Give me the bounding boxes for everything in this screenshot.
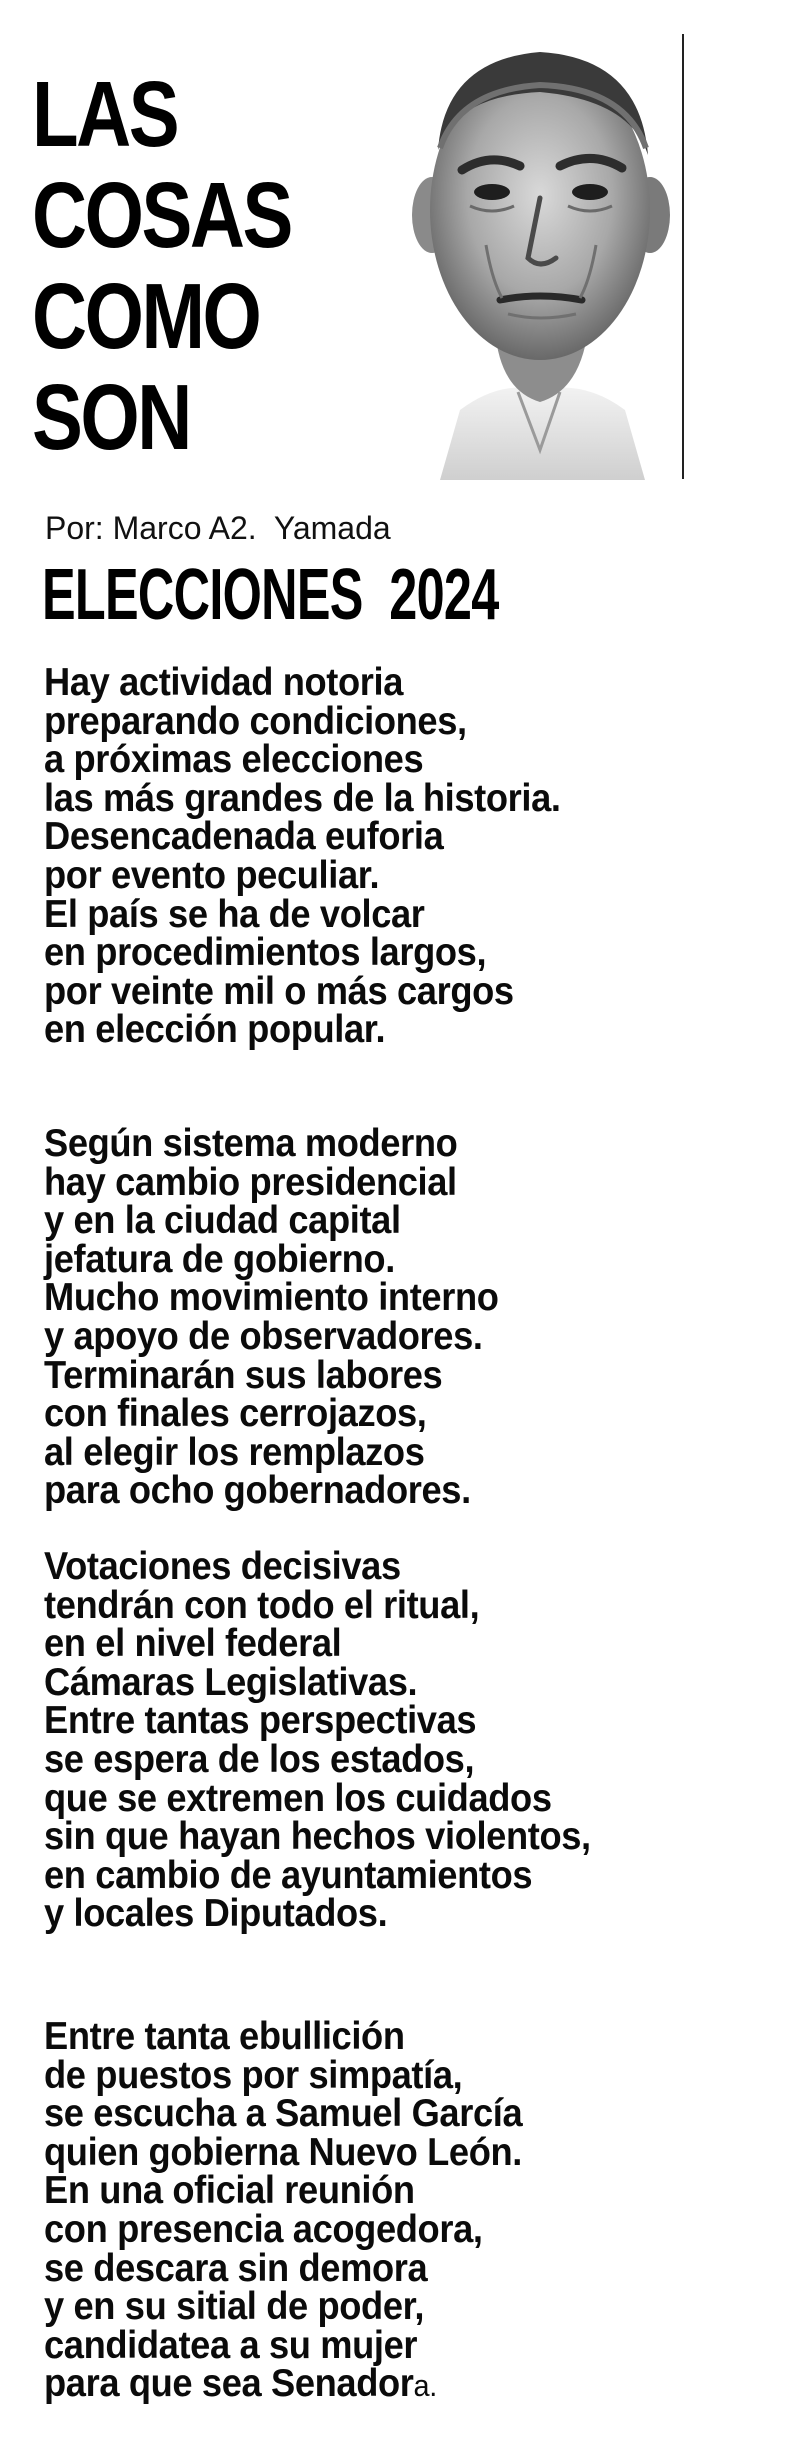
- poem-line: y en la ciudad capital: [44, 1199, 401, 1243]
- poem-line: al elegir los remplazos: [44, 1430, 425, 1474]
- poem-line: a próximas elecciones: [44, 738, 424, 782]
- column-title-line: SON: [32, 365, 190, 469]
- poem-line: jefatura de gobierno.: [44, 1237, 395, 1281]
- poem-line: El país se ha de volcar: [44, 892, 425, 936]
- poem-line: que se extremen los cuidados: [44, 1776, 552, 1820]
- poem-line: Entre tantas perspectivas: [44, 1699, 477, 1743]
- author-byline: Por: Marco A2. Yamada: [45, 510, 391, 546]
- column-title-line: COSAS: [32, 163, 291, 267]
- poem-line: en procedimientos largos,: [44, 931, 487, 975]
- column-title: [32, 64, 327, 468]
- poem-line: para ocho gobernadores.: [44, 1469, 471, 1513]
- poem-line: y apoyo de observadores.: [44, 1314, 483, 1358]
- poem-final-line: [44, 2362, 522, 2406]
- poem-line: Mucho movimiento interno: [44, 1276, 499, 1320]
- portrait-image: [400, 30, 680, 480]
- poem-stanza-2: [44, 1122, 499, 1513]
- column-title-line: LAS: [32, 62, 178, 166]
- poem-line: en elección popular.: [44, 1008, 386, 1052]
- poem-line: por veinte mil o más cargos: [44, 969, 514, 1013]
- poem-line: y en su sitial de poder,: [44, 2285, 425, 2329]
- photo-border-line: [682, 34, 684, 479]
- poem-line: de puestos por simpatía,: [44, 2053, 463, 2097]
- poem-line: en el nivel federal: [44, 1622, 342, 1666]
- column-title-line: COMO: [32, 264, 260, 368]
- poem-line: candidatea a su mujer: [44, 2323, 418, 2367]
- final-line-tail: a.: [413, 2368, 437, 2404]
- poem-stanza-1: [44, 661, 561, 1052]
- author-photo: [400, 30, 680, 480]
- poem-line: por evento peculiar.: [44, 853, 380, 897]
- poem-stanza-4: [44, 2015, 523, 2406]
- poem-line: Votaciones decisivas: [44, 1545, 401, 1588]
- article-headline: ELECCIONES 2024: [42, 555, 499, 635]
- poem-line: se escucha a Samuel García: [44, 2092, 523, 2136]
- poem-line: preparando condiciones,: [44, 699, 467, 743]
- poem-line: en cambio de ayuntamientos: [44, 1853, 533, 1897]
- poem-line: Según sistema moderno: [44, 1122, 458, 1165]
- poem-line: Terminarán sus labores: [44, 1353, 443, 1397]
- poem-line: sin que hayan hechos violentos,: [44, 1815, 591, 1859]
- poem-line: con finales cerrojazos,: [44, 1392, 427, 1436]
- poem-stanza-3: [44, 1545, 591, 1936]
- poem-line: Desencadenada euforia: [44, 815, 444, 859]
- poem-line: hay cambio presidencial: [44, 1160, 457, 1204]
- poem-line: tendrán con todo el ritual,: [44, 1583, 480, 1627]
- poem-line: las más grandes de la historia.: [44, 776, 561, 820]
- poem-line: Cámaras Legislativas.: [44, 1660, 418, 1704]
- poem-line: En una oficial reunión: [44, 2169, 415, 2213]
- poem-line: quien gobierna Nuevo León.: [44, 2130, 522, 2174]
- poem-line: se descara sin demora: [44, 2246, 428, 2290]
- poem-line: Hay actividad notoria: [44, 661, 404, 704]
- poem-line: y locales Diputados.: [44, 1892, 388, 1936]
- poem-line: se espera de los estados,: [44, 1737, 475, 1781]
- poem-line: con presencia acogedora,: [44, 2207, 483, 2251]
- poem-line: Entre tanta ebullición: [44, 2015, 405, 2058]
- final-line-main: para que sea Senador: [44, 2362, 414, 2406]
